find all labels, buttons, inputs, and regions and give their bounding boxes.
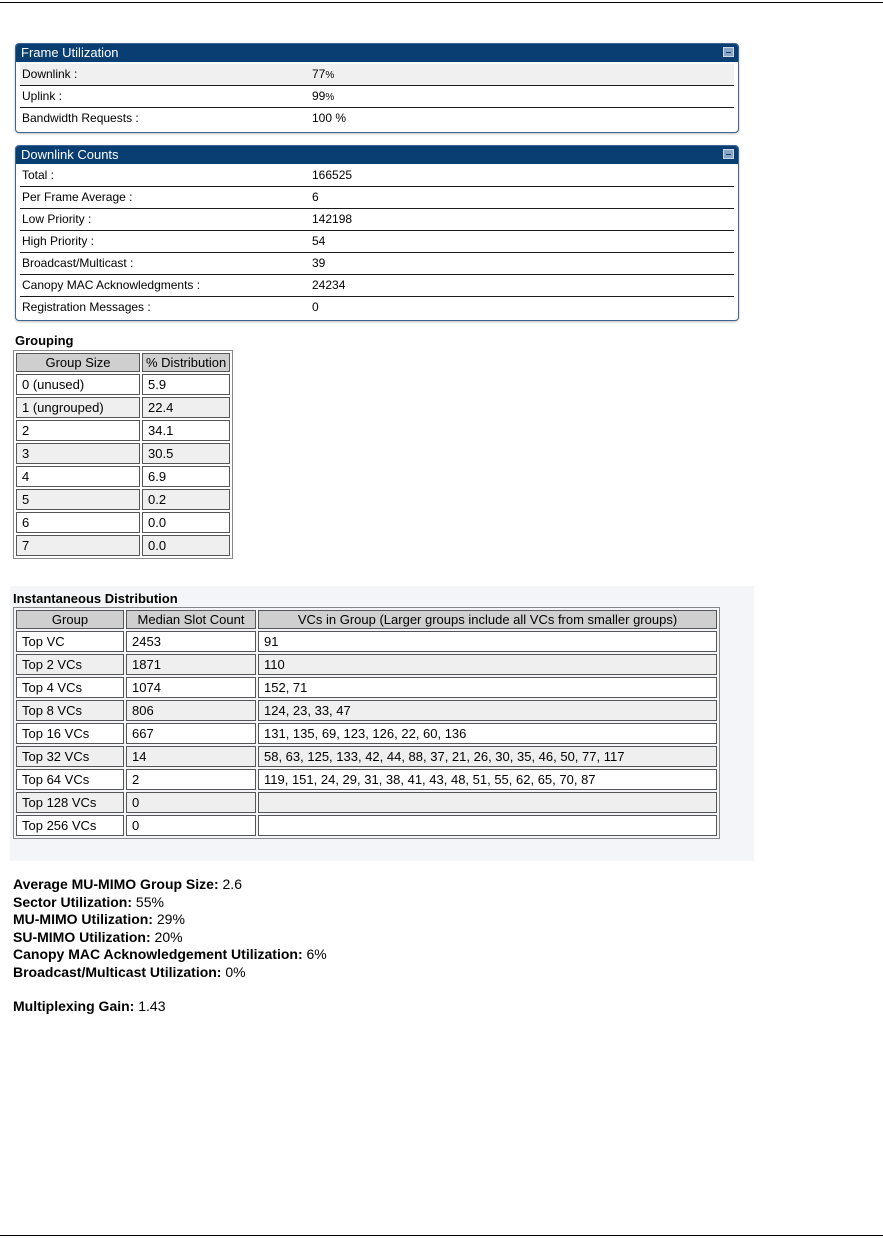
table-cell: 58, 63, 125, 133, 42, 44, 88, 37, 21, 26, 30, 35, 46, 50, 77, 117 (258, 746, 717, 767)
table-cell: 2 (126, 769, 256, 790)
downlink-counts-header (16, 146, 738, 164)
frame-utilization-panel (15, 43, 739, 133)
table-row (16, 631, 717, 652)
row-value: 166525 (312, 168, 353, 182)
table-row (16, 746, 717, 767)
table-cell (258, 815, 717, 836)
stat-broadcast-multicast-utilization: Broadcast/Multicast Utilization: 0% (13, 963, 246, 980)
table-cell: 0 (unused) (16, 374, 140, 395)
table-cell: 0 (126, 815, 256, 836)
frame-utilization-row-uplink (20, 86, 734, 108)
row-value: 6 (312, 190, 319, 204)
table-row (16, 397, 230, 418)
page-bottom-rule (0, 1235, 883, 1236)
table-row (16, 374, 230, 395)
row-label: Registration Messages : (22, 300, 151, 314)
table-row (16, 535, 230, 556)
table-cell: 1871 (126, 654, 256, 675)
frame-utilization-header (16, 44, 738, 62)
table-cell: 667 (126, 723, 256, 744)
table-cell: 34.1 (142, 420, 230, 441)
table-cell: 6.9 (142, 466, 230, 487)
grouping-header-row (16, 353, 230, 372)
row-value: 100 % (312, 111, 347, 125)
grouping-title: Grouping (15, 333, 74, 348)
table-cell: Top 32 VCs (16, 746, 124, 767)
frame-utilization-row-downlink (20, 64, 734, 86)
table-cell: 1 (ungrouped) (16, 397, 140, 418)
table-cell: 0.0 (142, 535, 230, 556)
stat-mu-mimo-utilization: MU-MIMO Utilization: 29% (13, 911, 185, 927)
table-row (16, 654, 717, 675)
frame-utilization-title: Frame Utilization (21, 45, 119, 60)
page-top-rule (0, 2, 883, 3)
row-value: 54 (312, 234, 326, 248)
stat-canopy-mac-ack-utilization: Canopy MAC Acknowledgement Utilization: 6% (13, 946, 327, 962)
column-header-group-size: Group Size (16, 353, 140, 372)
downlink-row-broadcast-multicast (20, 253, 734, 275)
table-cell: 2 (16, 420, 140, 441)
column-header-distribution: % Distribution (142, 353, 230, 372)
row-label: Low Priority : (22, 212, 92, 226)
row-value: 24234 (312, 278, 346, 292)
row-label: Downlink : (22, 67, 78, 81)
table-cell: Top 8 VCs (16, 700, 124, 721)
table-cell: 4 (16, 466, 140, 487)
table-cell: 0 (126, 792, 256, 813)
downlink-counts-title: Downlink Counts (21, 147, 119, 162)
downlink-counts-panel (15, 145, 739, 321)
table-cell: 3 (16, 443, 140, 464)
table-cell: 14 (126, 746, 256, 767)
instantaneous-distribution-table (13, 607, 720, 839)
table-row (16, 443, 230, 464)
stat-sector-utilization: Sector Utilization: 55% (13, 893, 164, 910)
table-row (16, 769, 717, 790)
table-cell: 2453 (126, 631, 256, 652)
table-row (16, 677, 717, 698)
table-cell: Top 128 VCs (16, 792, 124, 813)
table-cell: 131, 135, 69, 123, 126, 22, 60, 136 (258, 723, 717, 744)
table-row (16, 420, 230, 441)
row-value: 99% (312, 89, 335, 103)
downlink-row-registration-messages (20, 297, 734, 318)
table-cell: 5.9 (142, 374, 230, 395)
instantaneous-header-row (16, 610, 717, 629)
row-label: Broadcast/Multicast : (22, 256, 134, 270)
table-cell: 0.0 (142, 512, 230, 533)
table-cell: 124, 23, 33, 47 (258, 700, 717, 721)
table-cell: Top 256 VCs (16, 815, 124, 836)
row-label: Per Frame Average : (22, 190, 133, 204)
downlink-row-per-frame-average (20, 187, 734, 209)
stat-average-group-size: Average MU-MIMO Group Size: 2.6 (13, 876, 242, 892)
row-value: 142198 (312, 212, 353, 226)
table-cell: Top 64 VCs (16, 769, 124, 790)
table-cell: Top 16 VCs (16, 723, 124, 744)
row-label: High Priority : (22, 234, 95, 248)
table-cell: 5 (16, 489, 140, 510)
row-value: 77% (312, 67, 335, 81)
table-cell: 6 (16, 512, 140, 533)
table-cell: 30.5 (142, 443, 230, 464)
column-header-median-slot-count: Median Slot Count (126, 610, 256, 629)
table-row (16, 700, 717, 721)
table-cell: 806 (126, 700, 256, 721)
table-cell: 22.4 (142, 397, 230, 418)
table-cell: 7 (16, 535, 140, 556)
row-value: 0 (312, 300, 319, 314)
column-header-group: Group (16, 610, 124, 629)
collapse-icon[interactable] (723, 149, 734, 159)
table-row (16, 489, 230, 510)
summary-stats (13, 876, 327, 1016)
table-cell: Top 2 VCs (16, 654, 124, 675)
instantaneous-distribution-title: Instantaneous Distribution (13, 591, 178, 606)
table-cell: Top 4 VCs (16, 677, 124, 698)
stat-multiplexing-gain: Multiplexing Gain: 1.43 (13, 998, 166, 1014)
row-value: 39 (312, 256, 326, 270)
table-cell: 119, 151, 24, 29, 31, 38, 41, 43, 48, 51, 55, 62, 65, 70, 87 (258, 769, 717, 790)
table-cell: 1074 (126, 677, 256, 698)
stat-su-mimo-utilization: SU-MIMO Utilization: 20% (13, 928, 183, 945)
table-cell: 152, 71 (258, 677, 717, 698)
table-cell: 0.2 (142, 489, 230, 510)
table-row (16, 466, 230, 487)
instantaneous-distribution-section (10, 586, 754, 861)
table-cell: 110 (258, 654, 717, 675)
downlink-row-total (20, 165, 734, 187)
row-label: Bandwidth Requests : (22, 111, 139, 125)
downlink-row-high-priority (20, 231, 734, 253)
table-cell: 91 (258, 631, 717, 652)
column-header-vcs-in-group: VCs in Group (Larger groups include all VCs from smaller groups) (258, 610, 717, 629)
table-cell: Top VC (16, 631, 124, 652)
row-label: Canopy MAC Acknowledgments : (22, 278, 201, 292)
grouping-table (13, 350, 233, 559)
row-label: Total : (22, 168, 55, 182)
table-row (16, 815, 717, 836)
downlink-row-canopy-mac-acks (20, 275, 734, 297)
table-row (16, 792, 717, 813)
table-row (16, 512, 230, 533)
row-label: Uplink : (22, 89, 63, 103)
downlink-row-low-priority (20, 209, 734, 231)
collapse-icon[interactable] (723, 47, 734, 57)
table-row (16, 723, 717, 744)
table-cell (258, 792, 717, 813)
frame-utilization-row-bandwidth-requests (20, 108, 734, 129)
